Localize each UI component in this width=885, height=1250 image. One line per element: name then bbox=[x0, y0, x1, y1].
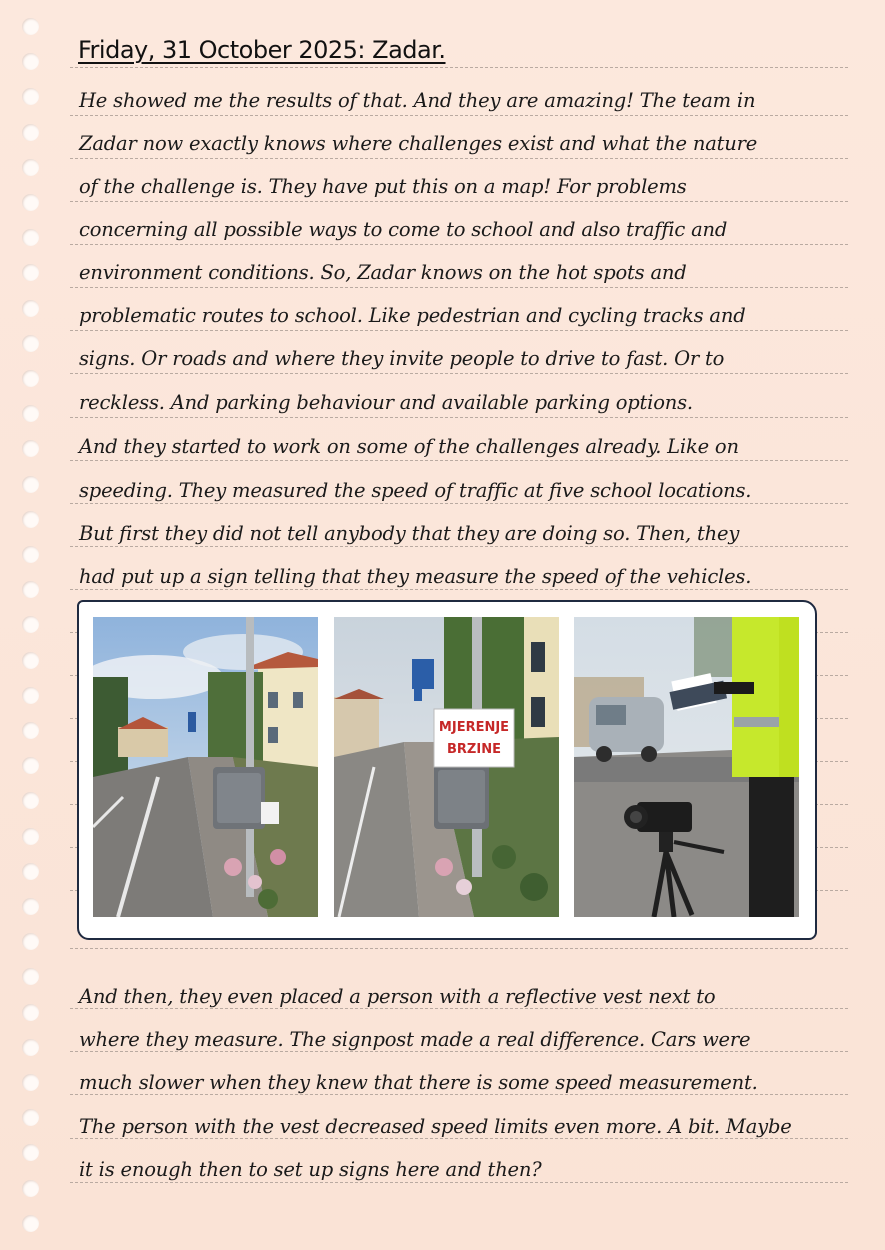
text-line: And then, they even placed a person with a reflective vest next to bbox=[79, 985, 716, 1008]
ruled-line bbox=[70, 1008, 848, 1009]
ruled-line bbox=[70, 1182, 848, 1183]
binder-hole bbox=[22, 722, 39, 739]
ruled-line bbox=[70, 1138, 848, 1139]
text-line: Zadar now exactly knows where challenges exist and what the nature bbox=[79, 132, 758, 155]
text-line: speeding. They measured the speed of traffic at five school locations. bbox=[79, 479, 752, 502]
text-line: But first they did not tell anybody that they are doing so. Then, they bbox=[79, 522, 740, 545]
binder-hole bbox=[22, 828, 39, 845]
binder-hole bbox=[22, 863, 39, 880]
ruled-line bbox=[70, 287, 848, 288]
ruled-line bbox=[70, 417, 848, 418]
binder-hole bbox=[22, 687, 39, 704]
binder-hole bbox=[22, 1180, 39, 1197]
binder-hole bbox=[22, 159, 39, 176]
binder-hole bbox=[22, 511, 39, 528]
binder-hole bbox=[22, 1144, 39, 1161]
binder-hole bbox=[22, 1004, 39, 1021]
binder-hole bbox=[22, 264, 39, 281]
binder-hole bbox=[22, 792, 39, 809]
binder-hole bbox=[22, 405, 39, 422]
binder-hole bbox=[22, 1074, 39, 1091]
text-line: it is enough then to set up signs here and then? bbox=[79, 1158, 542, 1181]
text-line: signs. Or roads and where they invite people to drive to fast. Or to bbox=[79, 347, 725, 370]
photo-speed-sign bbox=[334, 617, 559, 917]
page-title: Friday, 31 October 2025: Zadar. bbox=[78, 36, 446, 64]
binder-hole bbox=[22, 18, 39, 35]
text-line: much slower when they knew that there is some speed measurement. bbox=[79, 1071, 758, 1094]
ruled-line bbox=[70, 244, 848, 245]
ruled-line bbox=[70, 589, 848, 590]
ruled-line bbox=[70, 1051, 848, 1052]
binder-hole bbox=[22, 476, 39, 493]
text-line: had put up a sign telling that they measure the speed of the vehicles. bbox=[79, 565, 752, 588]
text-line: environment conditions. So, Zadar knows on the hot spots and bbox=[79, 261, 687, 284]
binder-hole bbox=[22, 652, 39, 669]
ruled-line bbox=[70, 460, 848, 461]
photo-vest-tripod bbox=[574, 617, 799, 917]
photo-radar-box bbox=[93, 617, 318, 917]
binder-hole bbox=[22, 335, 39, 352]
sign-text-line1: MJERENJE bbox=[438, 720, 510, 735]
ruled-line bbox=[70, 948, 848, 949]
binder-holes bbox=[22, 18, 40, 1238]
text-line: And they started to work on some of the challenges already. Like on bbox=[79, 435, 739, 458]
text-line: of the challenge is. They have put this on a map! For problems bbox=[79, 175, 687, 198]
binder-hole bbox=[22, 370, 39, 387]
text-line: The person with the vest decreased speed limits even more. A bit. Maybe bbox=[79, 1115, 792, 1138]
binder-hole bbox=[22, 1109, 39, 1126]
ruled-line bbox=[70, 503, 848, 504]
binder-hole bbox=[22, 546, 39, 563]
text-line: problematic routes to school. Like pedestrian and cycling tracks and bbox=[79, 304, 746, 327]
binder-hole bbox=[22, 968, 39, 985]
text-line: where they measure. The signpost made a real difference. Cars were bbox=[79, 1028, 751, 1051]
ruled-line bbox=[70, 201, 848, 202]
binder-hole bbox=[22, 933, 39, 950]
binder-hole bbox=[22, 194, 39, 211]
ruled-line bbox=[70, 158, 848, 159]
binder-hole bbox=[22, 581, 39, 598]
binder-hole bbox=[22, 440, 39, 457]
ruled-line bbox=[70, 115, 848, 116]
binder-hole bbox=[22, 898, 39, 915]
binder-hole bbox=[22, 1215, 39, 1232]
binder-hole bbox=[22, 53, 39, 70]
binder-hole bbox=[22, 229, 39, 246]
binder-hole bbox=[22, 300, 39, 317]
text-line: reckless. And parking behaviour and available parking options. bbox=[79, 391, 693, 414]
sign-text-line2: BRZINE bbox=[447, 742, 501, 757]
text-line: concerning all possible ways to come to school and also traffic and bbox=[79, 218, 728, 241]
ruled-line bbox=[70, 67, 848, 68]
binder-hole bbox=[22, 757, 39, 774]
ruled-line bbox=[70, 1094, 848, 1095]
text-line: He showed me the results of that. And they are amazing! The team in bbox=[79, 89, 756, 112]
ruled-line bbox=[70, 373, 848, 374]
binder-hole bbox=[22, 1039, 39, 1056]
binder-hole bbox=[22, 124, 39, 141]
ruled-line bbox=[70, 546, 848, 547]
binder-hole bbox=[22, 616, 39, 633]
ruled-line bbox=[70, 330, 848, 331]
binder-hole bbox=[22, 88, 39, 105]
